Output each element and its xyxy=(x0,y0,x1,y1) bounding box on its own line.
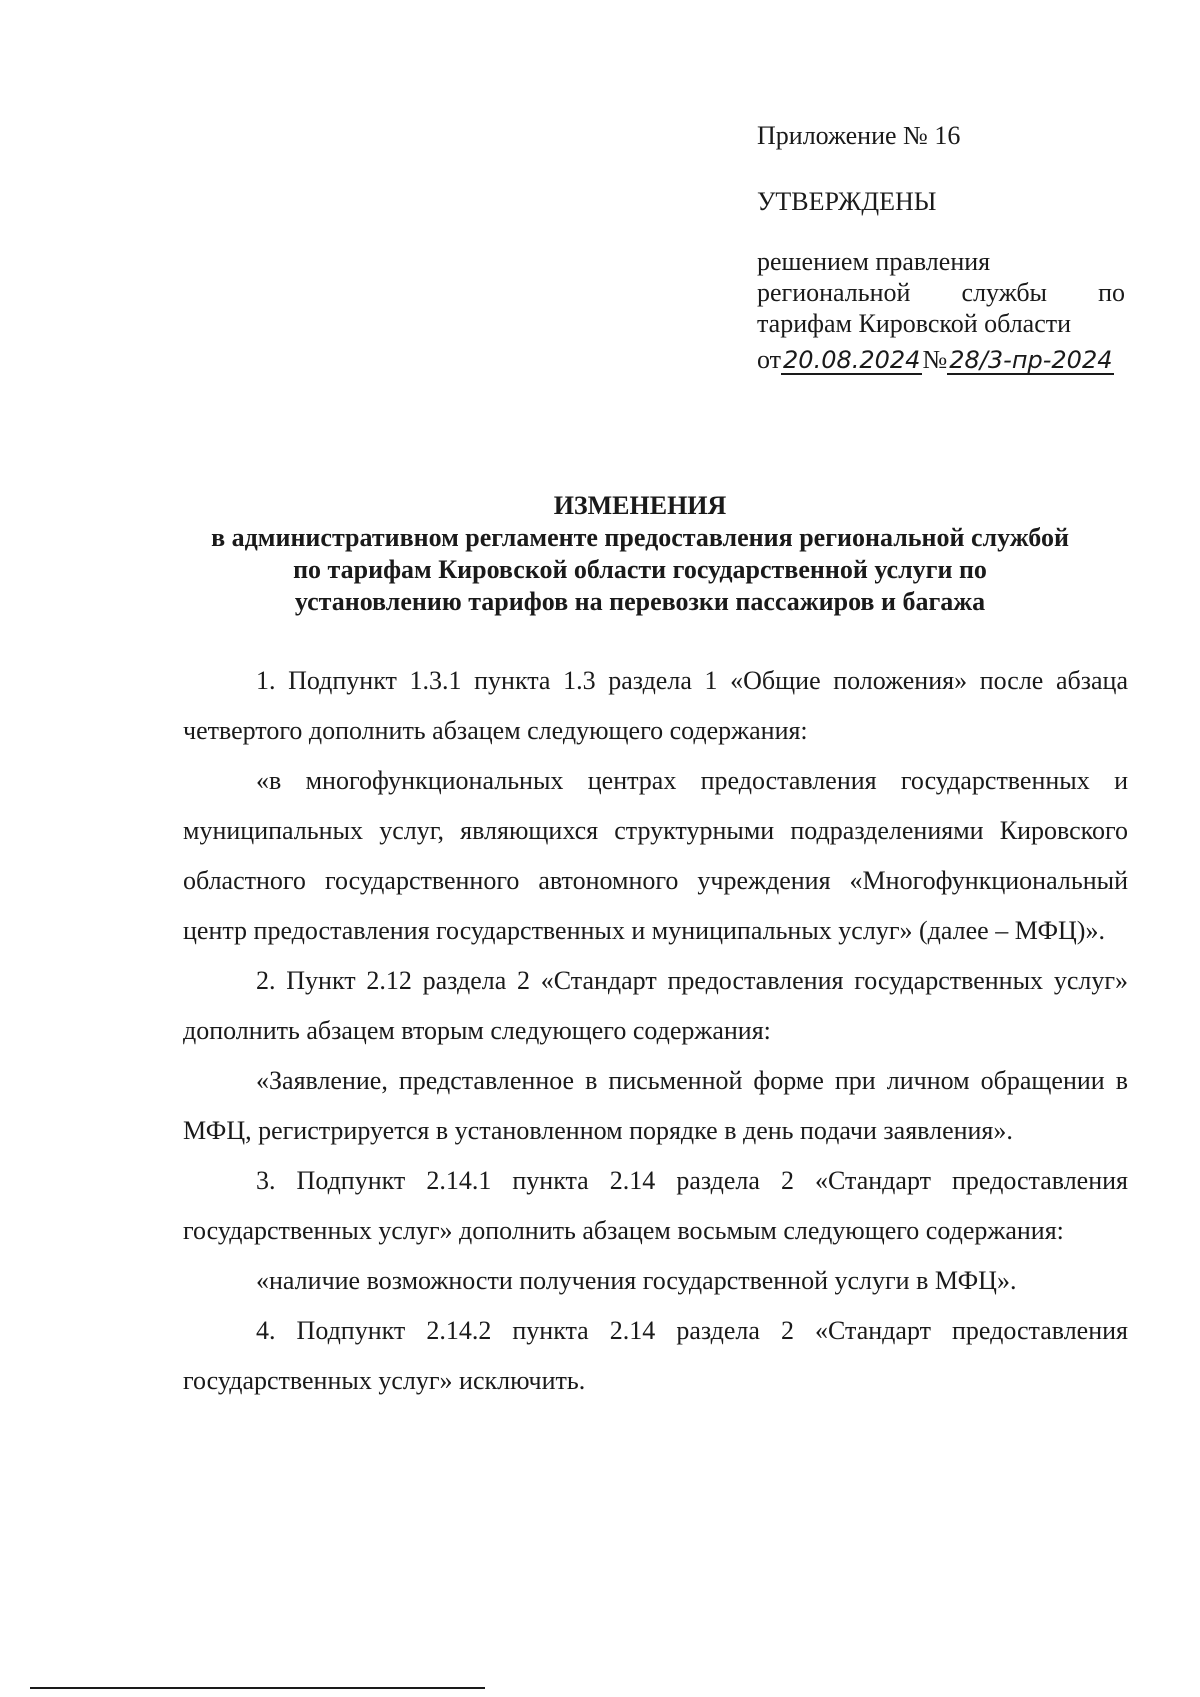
approved-label: УТВЕРЖДЕНЫ xyxy=(757,187,937,216)
title-main: ИЗМЕНЕНИЯ xyxy=(553,491,727,520)
appendix-label: Приложение № 16 xyxy=(757,121,961,150)
paragraph-item-4: 4. Подпункт 2.14.2 пункта 2.14 раздела 2 «Стандарт предоставления государственных услуг» исключить. xyxy=(183,1316,1128,1395)
handwritten-number: 28/3-пр-2024 xyxy=(949,346,1113,374)
decision-reference xyxy=(757,246,1125,339)
paragraph-item-1: 1. Подпункт 1.3.1 пункта 1.3 раздела 1 «Общие положения» после абзаца четвертого дополнить абзацем следующего содержания: xyxy=(183,666,1128,745)
paragraph-item-3: 3. Подпункт 2.14.1 пункта 2.14 раздела 2 «Стандарт предоставления государственных услуг» дополнить абзацем восьмым следующего содержания: xyxy=(183,1166,1128,1245)
title-subtitle-line: установлению тарифов на перевозки пассажиров и багажа xyxy=(294,587,986,616)
decision-line: тарифам Кировской области xyxy=(757,309,1072,338)
decision-date-number xyxy=(757,342,1125,378)
paragraph-quote-1: «в многофункциональных центрах предоставления государственных и муниципальных услуг, являющихся структурными подразделениями Кировского областного государственного автономного учреждения «Многофункциональный центр предоставления государственных и муниципальных услуг» (далее – МФЦ)». xyxy=(183,766,1128,945)
date-prefix: от xyxy=(757,345,782,374)
approval-block xyxy=(757,118,1125,378)
document-body xyxy=(183,656,1128,1406)
title-subtitle-line: в административном регламенте предоставления региональной службой xyxy=(211,523,1069,552)
paragraph-quote-2: «Заявление, представленное в письменной форме при личном обращении в МФЦ, регистрируется в установленном порядке в день подачи заявления». xyxy=(183,1066,1128,1145)
title-subtitle-line: по тарифам Кировской области государственной услуги по xyxy=(293,555,987,584)
footnote-divider xyxy=(30,1687,485,1689)
paragraph-item-2: 2. Пункт 2.12 раздела 2 «Стандарт предоставления государственных услуг» дополнить абзацем вторым следующего содержания: xyxy=(183,966,1128,1045)
decision-line: решением правления xyxy=(757,247,991,276)
number-prefix: № xyxy=(922,345,948,374)
paragraph-quote-3: «наличие возможности получения государственной услуги в МФЦ». xyxy=(256,1266,1017,1295)
decision-line: региональной службы по xyxy=(757,278,1125,307)
handwritten-date: 20.08.2024 xyxy=(783,346,921,374)
document-title xyxy=(160,490,1120,618)
